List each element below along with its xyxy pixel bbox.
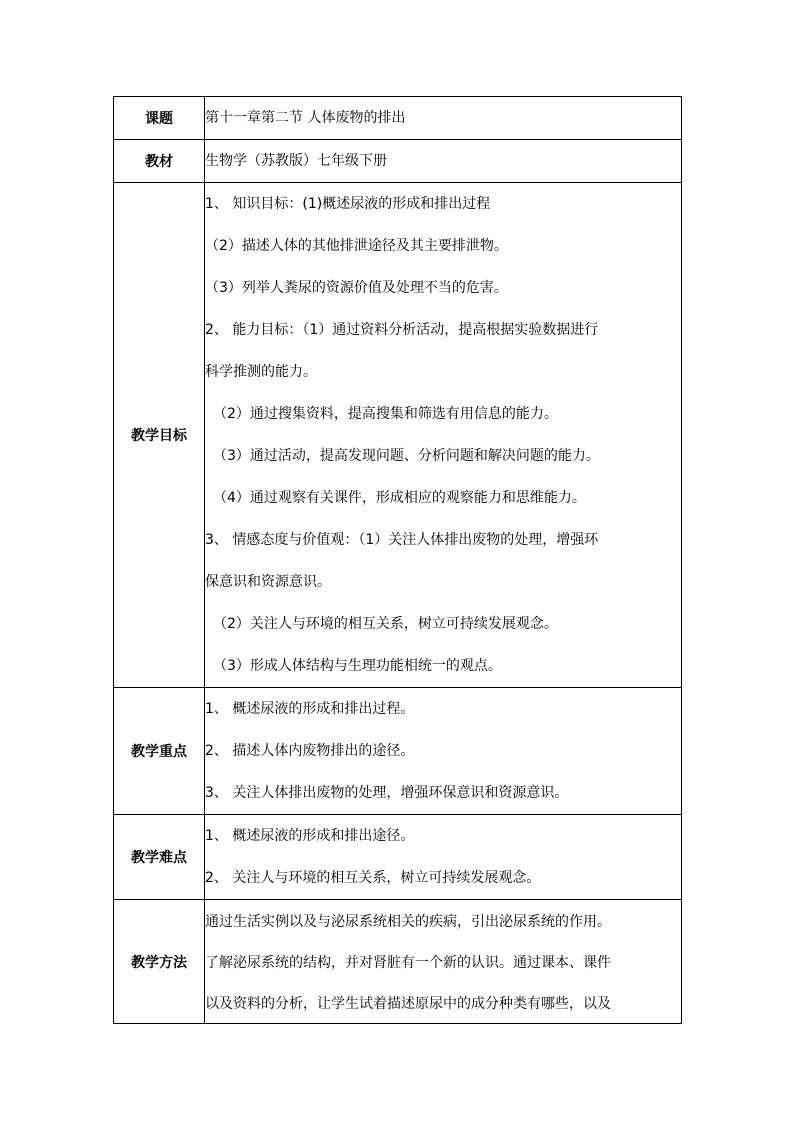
text-line: （2）关注人与环境的相互关系，树立可持续发展观念。 (213, 616, 558, 632)
text-line: 1、 概述尿液的形成和排出途径。 (205, 828, 415, 844)
text-line: 2、 能力目标：（1）通过资料分析活动，提高根据实验数据进行 (205, 322, 599, 338)
row-teaching-methods (114, 900, 682, 1024)
content-difficult-points (205, 815, 682, 900)
text-line: 第十一章第二节 人体废物的排出 (205, 110, 406, 126)
text-line: （3）通过活动，提高发现问题、分析问题和解决问题的能力。 (213, 448, 600, 464)
row-difficult-points (114, 815, 682, 900)
text-line: 1、 概述尿液的形成和排出过程。 (205, 701, 415, 717)
text-line: 保意识和资源意识。 (205, 574, 331, 590)
row-topic (114, 97, 682, 140)
label-difficult-points: 教学难点 (114, 815, 205, 900)
text-line: 以及资料的分析，让学生试着描述原尿中的成分种类有哪些，以及 (205, 996, 611, 1012)
label-teaching-objectives: 教学目标 (114, 183, 205, 688)
label-topic: 课题 (114, 97, 205, 140)
content-topic (205, 97, 682, 140)
content-teaching-objectives (205, 183, 682, 688)
text-line: 2、 关注人与环境的相互关系，树立可持续发展观念。 (205, 870, 541, 886)
text-line: 2、 描述人体内废物排出的途径。 (205, 743, 415, 759)
label-textbook: 教材 (114, 140, 205, 183)
text-line: 3、 关注人体排出废物的处理，增强环保意识和资源意识。 (205, 785, 569, 801)
lesson-plan-table (113, 96, 682, 1024)
content-textbook (205, 140, 682, 183)
row-textbook (114, 140, 682, 183)
label-key-points: 教学重点 (114, 688, 205, 815)
text-line: 了解泌尿系统的结构，并对肾脏有一个新的认识。通过课本、课件 (205, 955, 611, 971)
content-teaching-methods (205, 900, 682, 1024)
text-line: 通过生活实例以及与泌尿系统相关的疾病，引出泌尿系统的作用。 (205, 914, 611, 930)
text-line: （2）通过搜集资料，提高搜集和筛选有用信息的能力。 (213, 406, 558, 422)
label-teaching-methods: 教学方法 (114, 900, 205, 1024)
text-line: 生物学（苏教版）七年级下册 (205, 153, 387, 169)
text-line: 科学推测的能力。 (205, 364, 317, 380)
content-key-points (205, 688, 682, 815)
text-line: 1、 知识目标：(1)概述尿液的形成和排出过程 (205, 196, 491, 212)
row-teaching-objectives (114, 183, 682, 688)
text-line: 3、 情感态度与价值观：（1）关注人体排出废物的处理，增强环 (205, 532, 599, 548)
text-line: （3）列举人粪尿的资源价值及处理不当的危害。 (205, 280, 508, 296)
row-key-points (114, 688, 682, 815)
text-line: （4）通过观察有关课件，形成相应的观察能力和思维能力。 (213, 490, 586, 506)
text-line: （3）形成人体结构与生理功能相统一的观点。 (213, 658, 502, 674)
text-line: （2）描述人体的其他排泄途径及其主要排泄物。 (205, 238, 508, 254)
